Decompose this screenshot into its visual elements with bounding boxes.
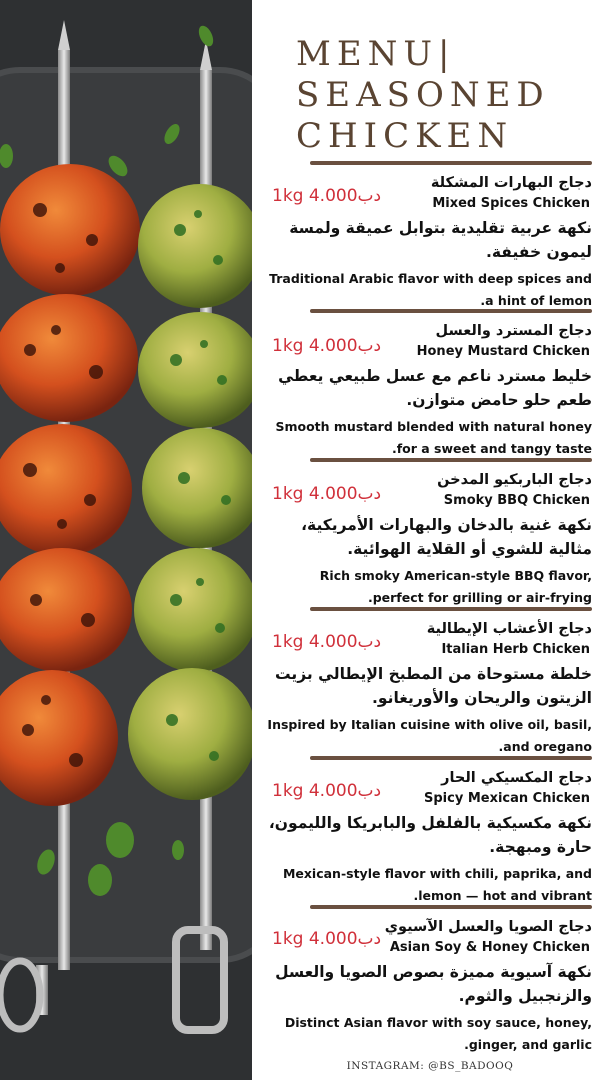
- item-name-ar: دجاج المسترد والعسل: [435, 323, 592, 339]
- divider: [310, 309, 592, 313]
- item-name-en: Italian Herb Chicken: [441, 642, 590, 657]
- menu-item-italian-herb: [266, 618, 592, 758]
- item-desc-ar: نكهة مكسيكية بالفلفل والبابريكا والليمون، حارة ومبهجة.: [268, 814, 592, 856]
- chicken-skewers-photo: [0, 0, 252, 1080]
- item-name-en: Asian Soy & Honey Chicken: [389, 940, 590, 955]
- menu-item-smoky-bbq: [266, 469, 592, 609]
- menu-item-honey-mustard: [266, 320, 592, 460]
- item-name-ar: دجاج البهارات المشكلة: [430, 175, 592, 191]
- item-desc-ar: خليط مسترد ناعم مع عسل طبيعي يعطي طعم حلو حامض متوازن.: [278, 367, 592, 409]
- item-price: 1kg 4.000دب: [272, 186, 382, 206]
- item-price: 1kg 4.000دب: [272, 929, 382, 949]
- instagram-handle: INSTAGRAM: @BS_BADOOQ: [346, 1060, 514, 1072]
- menu-title: [296, 34, 550, 157]
- item-desc-ar: نكهة آسيوية مميزة بصوص الصويا والعسل والزنجبيل والثوم.: [275, 963, 592, 1005]
- skewers-illustration: [0, 0, 252, 1080]
- item-price: 1kg 4.000دب: [272, 632, 382, 652]
- item-desc-en: Distinct Asian flavor with soy sauce, honey, ginger, and garlic.: [284, 1015, 592, 1052]
- item-desc-ar: نكهة غنية بالدخان والبهارات الأمريكية، مثالية للشوي أو القلاية الهوائية.: [301, 516, 592, 558]
- divider: [310, 458, 592, 462]
- menu-item-asian-soy-honey: [266, 916, 592, 1056]
- divider: [310, 161, 592, 165]
- divider: [310, 607, 592, 611]
- title-line-2: SEASONED: [296, 75, 550, 115]
- item-name-en: Mixed Spices Chicken: [432, 196, 590, 211]
- title-line-1: MENU|: [296, 34, 456, 74]
- item-name-en: Smoky BBQ Chicken: [443, 493, 590, 508]
- item-name-en: Spicy Mexican Chicken: [423, 791, 590, 806]
- item-name-ar: دجاج المكسيكي الحار: [441, 770, 592, 786]
- item-name-ar: دجاج الأعشاب الإيطالية: [426, 621, 592, 637]
- item-price: 1kg 4.000دب: [272, 484, 382, 504]
- item-name-ar: دجاج الصويا والعسل الآسيوي: [384, 919, 592, 935]
- item-desc-ar: خلطة مستوحاة من المطبخ الإيطالي بزيت الزيتون والريحان والأوريغانو.: [275, 665, 592, 707]
- title-line-3: CHICKEN: [296, 116, 514, 156]
- menu-item-mixed-spices: [266, 172, 592, 312]
- item-price: 1kg 4.000دب: [272, 336, 382, 356]
- item-desc-en: Traditional Arabic flavor with deep spices and a hint of lemon.: [269, 271, 592, 308]
- item-desc-en: Smooth mustard blended with natural honey for a sweet and tangy taste.: [275, 419, 592, 456]
- divider: [310, 756, 592, 760]
- item-name-ar: دجاج الباربكيو المدخن: [437, 472, 592, 488]
- item-desc-ar: نكهة عربية تقليدية بتوابل عميقة ولمسة ليمون خفيفة.: [289, 219, 592, 261]
- item-desc-en: Rich smoky American-style BBQ flavor, perfect for grilling or air-frying.: [319, 568, 592, 605]
- menu-panel: [252, 0, 608, 1080]
- menu-item-spicy-mexican: [266, 767, 592, 907]
- item-desc-en: Inspired by Italian cuisine with olive oil, basil, and oregano.: [267, 717, 592, 754]
- divider: [310, 905, 592, 909]
- item-desc-en: Mexican-style flavor with chili, paprika, and lemon — hot and vibrant.: [282, 866, 592, 903]
- item-name-en: Honey Mustard Chicken: [416, 344, 590, 359]
- item-price: 1kg 4.000دب: [272, 781, 382, 801]
